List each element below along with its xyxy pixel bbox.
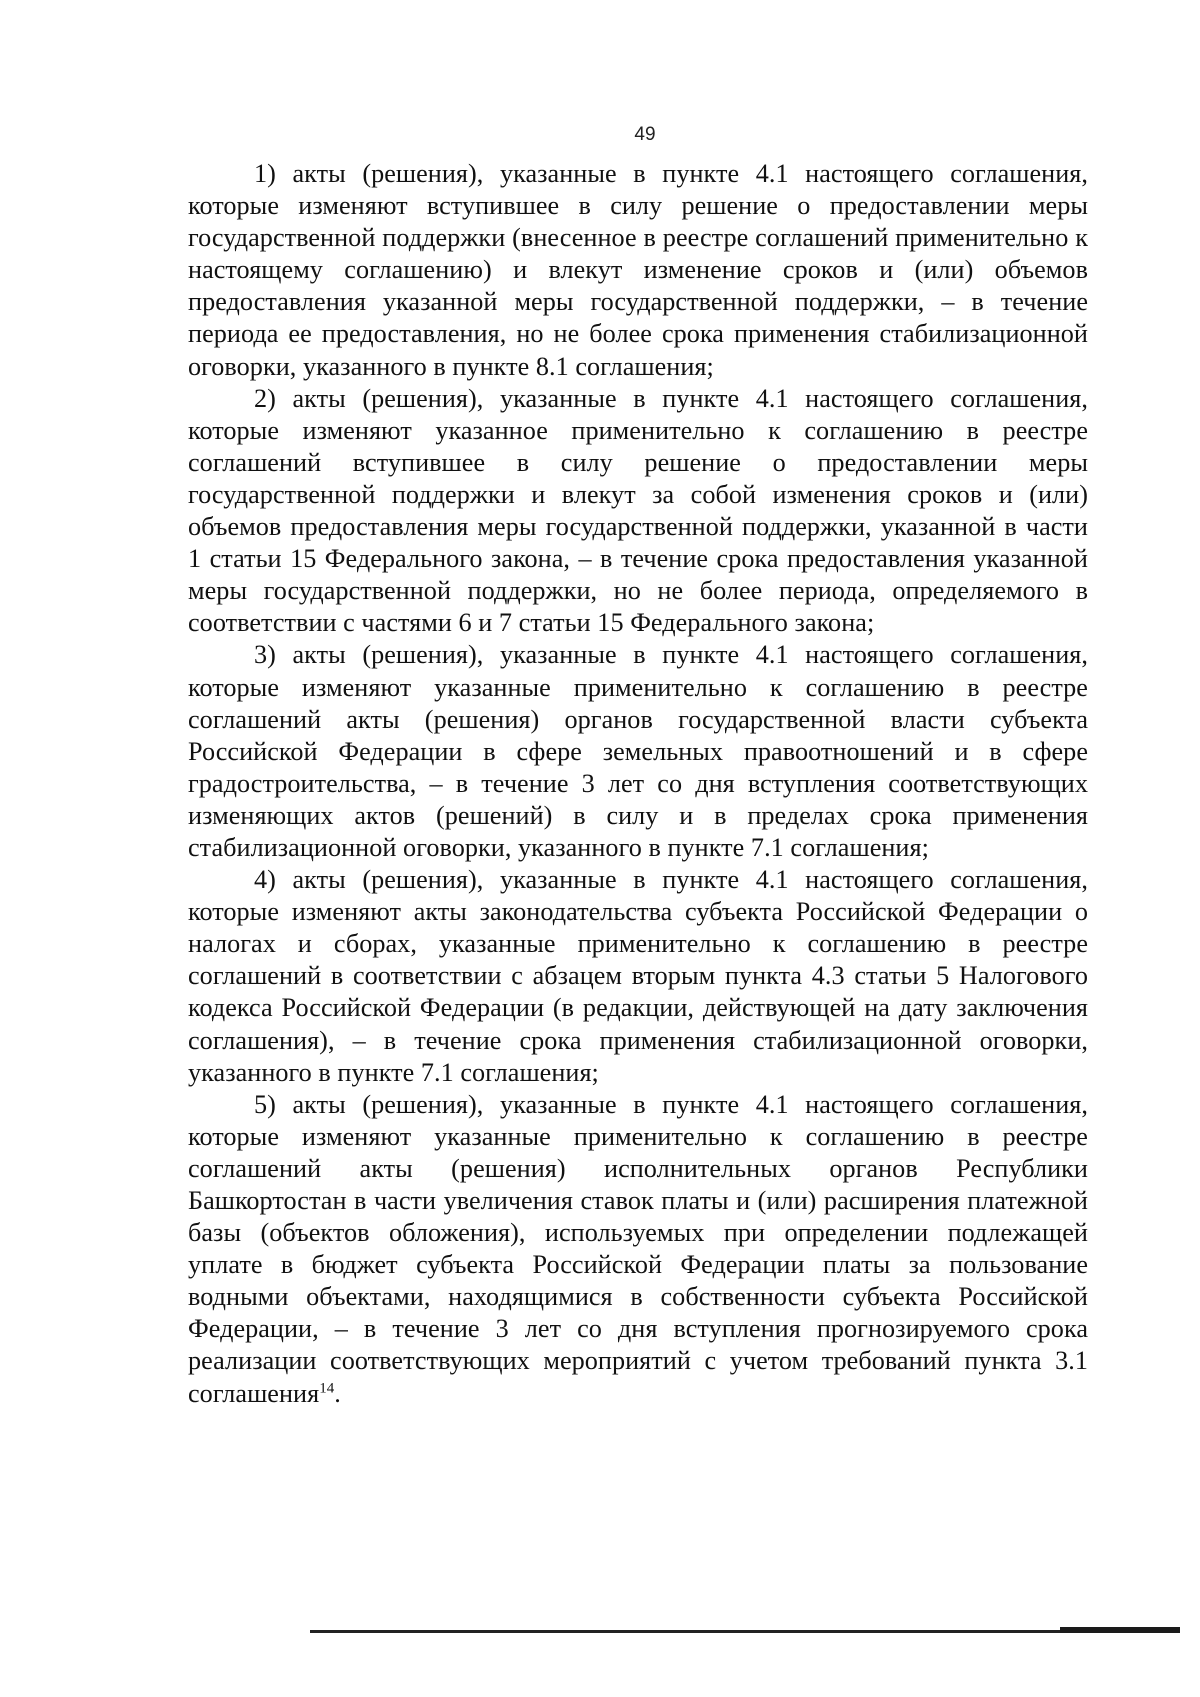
paragraph-item-5 [188, 1089, 1088, 1410]
paragraph-item-1 [188, 158, 1088, 383]
document-body [188, 158, 1088, 1410]
footnote-separator-line [310, 1630, 1180, 1633]
paragraph-text: 4) акты (решения), указанные в пункте 4.1 настоящего соглашения, которые изменяют акты законодательства субъекта Российской Федерации о налогах и сборах, указанные применительно к соглашению в реестре соглашений в соответствии с абзацем вторым пункта 4.3 статьи 5 Налогового кодекса Российской Федерации (в редакции, действующей на дату заключения соглашения), – в течение срока применения стабилизационной оговорки, указанного в пункте 7.1 соглашения; [188, 865, 1088, 1087]
paragraph-text: 5) акты (решения), указанные в пункте 4.1 настоящего соглашения, которые изменяют указанные применительно к соглашению в реестре соглашений акты (решения) исполнительных органов Республики Башкортостан в части увеличения ставок платы и (или) расширения платежной базы (объектов обложения), используемых при определении подлежащей уплате в бюджет субъекта Российской Федерации платы за пользование водными объектами, находящимися в собственности субъекта Российской Федерации, – в течение 3 лет со дня вступления прогнозируемого срока реализации соответствующих мероприятий с учетом требований пункта 3.1 соглашения [188, 1089, 1088, 1408]
paragraph-item-3 [188, 639, 1088, 864]
paragraph-tail: . [334, 1378, 341, 1408]
footnote-separator-thick [1060, 1627, 1180, 1633]
paragraph-text: 2) акты (решения), указанные в пункте 4.1 настоящего соглашения, которые изменяют указанное применительно к соглашению в реестре соглашений вступившее в силу решение о предоставлении меры государственной поддержки и влекут за собой изменения сроков и (или) объемов предоставления меры государственной поддержки, указанной в части 1 статьи 15 Федерального закона, – в течение срока предоставления указанной меры государственной поддержки, но не более периода, определяемого в соответствии с частями 6 и 7 статьи 15 Федерального закона; [188, 383, 1088, 638]
paragraph-text: 3) акты (решения), указанные в пункте 4.1 настоящего соглашения, которые изменяют указанные применительно к соглашению в реестре соглашений акты (решения) органов государственной власти субъекта Российской Федерации в сфере земельных правоотношений и в сфере градостроительства, – в течение 3 лет со дня вступления соответствующих изменяющих актов (решений) в силу и в пределах срока применения стабилизационной оговорки, указанного в пункте 7.1 соглашения; [188, 640, 1088, 862]
page-number: 49 [634, 124, 656, 145]
paragraph-item-4 [188, 864, 1088, 1089]
paragraph-text: 1) акты (решения), указанные в пункте 4.1 настоящего соглашения, которые изменяют вступившее в силу решение о предоставлении меры государственной поддержки (внесенное в реестре соглашений применительно к настоящему соглашению) и влекут изменение сроков и (или) объемов предоставления указанной меры государственной поддержки, – в течение периода ее предоставления, но не более срока применения стабилизационной оговорки, указанного в пункте 8.1 соглашения; [188, 159, 1088, 381]
footnote-reference[interactable]: 14 [319, 1379, 335, 1396]
paragraph-item-2 [188, 383, 1088, 640]
